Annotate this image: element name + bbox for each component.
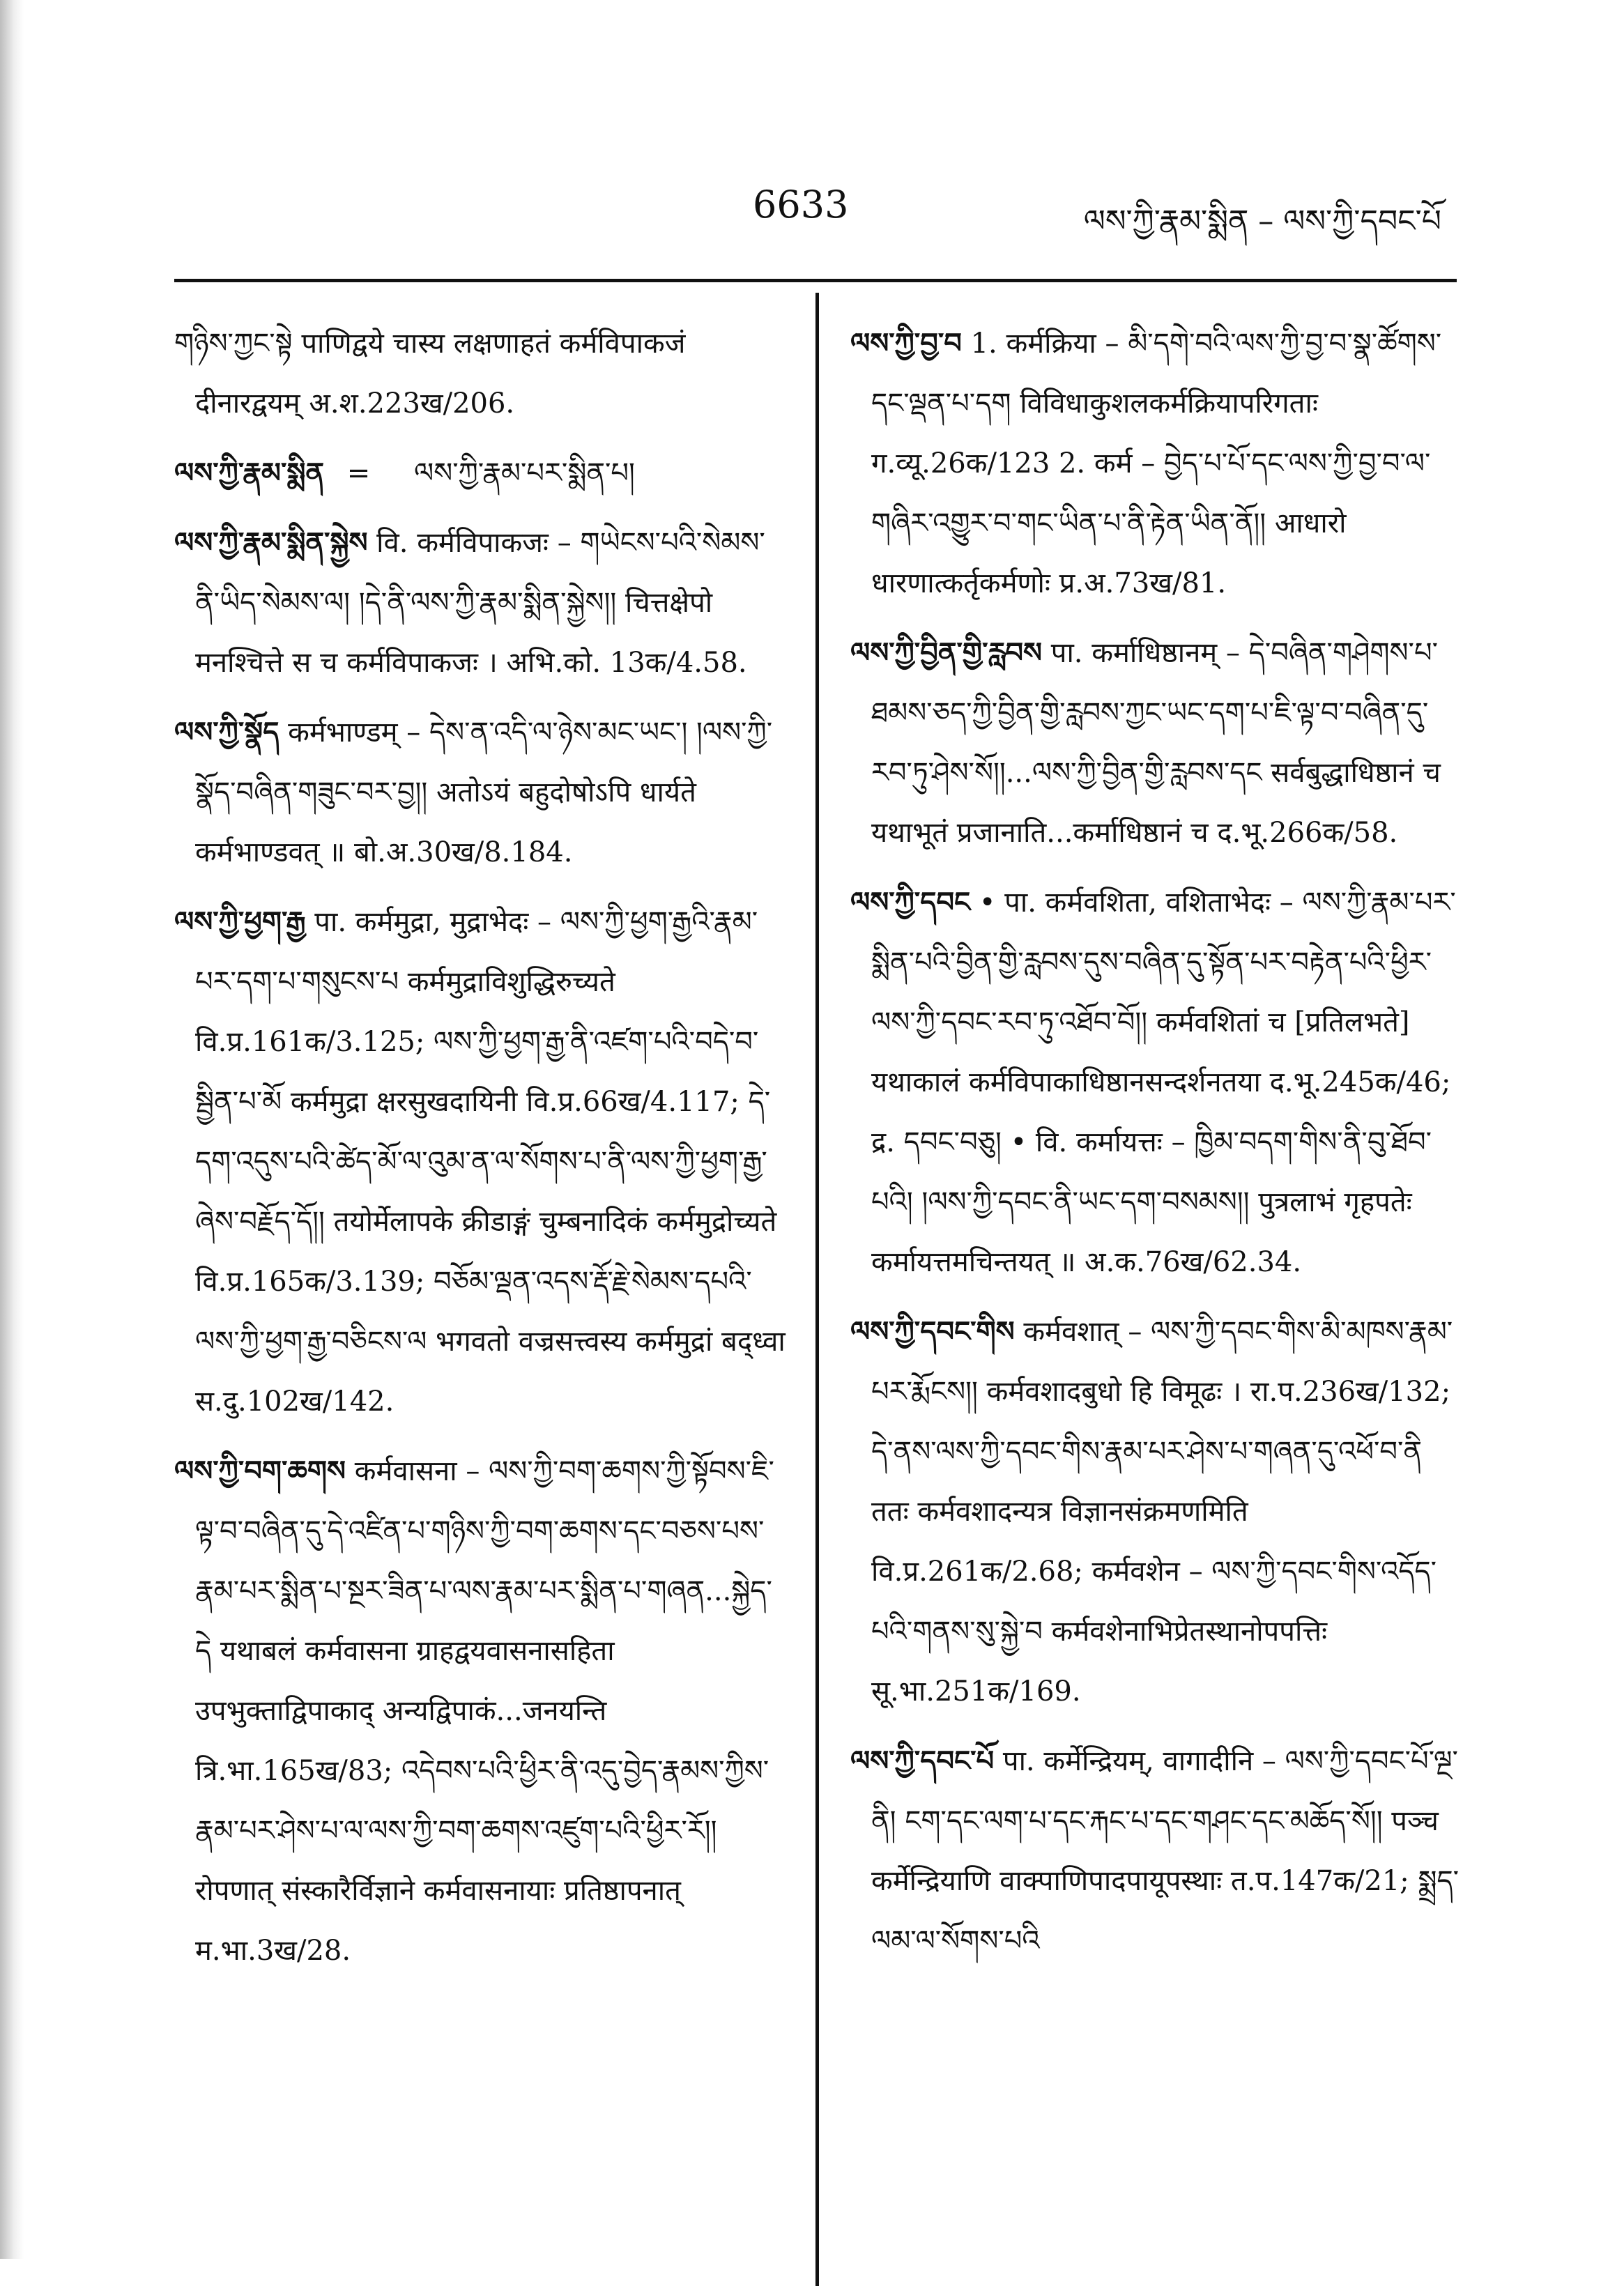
entry-headword: ལས་ཀྱི་རྣམ་སྨིན (174, 457, 325, 489)
page-header (0, 0, 1624, 272)
running-head: ལས་ཀྱི་རྣམ་སྨིན – ལས་ཀྱི་དབང་པོ (1083, 204, 1441, 239)
page-number: 6633 (753, 183, 849, 227)
entry-text: पा. कर्माधिष्ठानम् – དེ་བཞིན་གཤེགས་པ་ཐམས་ཅད་ཀྱི་བྱིན་གྱི་རླབས་ཀྱང་ཡང་དག་པ་ཇི་ལྟ་བ་བཞིན་དུ་རབ་ཏུ་ཤེས་སོ།།...ལས་ཀྱི་བྱིན་གྱི་རླབས་དང सर्वबुद्धाधिष्ठानं च यथाभूतं प्रजानाति...कर्माधिष्ठानं च द.भू.266क/58. (871, 637, 1441, 849)
dictionary-entry (850, 1731, 1464, 1971)
dictionary-entry (174, 703, 788, 882)
dictionary-entry (174, 443, 788, 503)
dictionary-entry (174, 1441, 788, 1981)
dictionary-entry (850, 314, 1464, 613)
dictionary-entry (850, 873, 1464, 1292)
entry-text: कर्मभाण्डम् – དེས་ན་འདི་ལ་ཉེས་མང་ཡང་། །ལས་ཀྱི་སྣོད་བཞིན་གཟུང་བར་བྱ།། अतोऽयं बहुदोषोऽपि धार्यते कर्मभाण्डवत् ॥ बो.अ.30ख/8.184. (195, 716, 773, 868)
entry-headword: ལས་ཀྱི་སྣོད (174, 716, 279, 749)
dictionary-entry (850, 1302, 1464, 1721)
entry-text: कर्मवासना – ལས་ཀྱི་བག་ཆགས་ཀྱི་སྟོབས་ཇི་ལྟ་བ་བཞིན་དུ་དེ་འཛིན་པ་གཉིས་ཀྱི་བག་ཆགས་དང་བཅས་པས་རྣམ་པར་སྨིན་པ་སྔར་ཟིན་པ་ལས་རྣམ་པར་སྨིན་པ་གཞན...སྐྱེད་དེ यथाबलं कर्मवासना ग्राहद्वयवासनासहिता उपभुक्ताद्विपाकाद् अन्यद्विपाकं...जनयन्ति त्रि.भा.165ख/83; འདེབས་པའི་ཕྱིར་ནི་འདུ་བྱེད་རྣམས་ཀྱིས་རྣམ་པར་ཤེས་པ་ལ་ལས་ཀྱི་བག་ཆགས་འཛུག་པའི་ཕྱིར་རོ།། रोपणात् संस्कारैर्विज्ञाने कर्मवासनायाः प्रतिष्ठापनात् म.भा.3ख/28. (195, 1455, 774, 1967)
entry-equals-sign: = (346, 457, 371, 489)
book-spine-shadow (0, 0, 24, 2259)
entry-headword: ལས་ཀྱི་བག་ཆགས (174, 1455, 346, 1487)
header-rule (174, 279, 1457, 282)
dictionary-entry (850, 623, 1464, 863)
entry-headword: ལས་ཀྱི་དབང་པོ (850, 1744, 995, 1777)
entry-text: पा. कर्मेन्द्रियम्, वागादीनि – ལས་ཀྱི་དབང་པོ་ལྔ་ནི། ངག་དང་ལག་པ་དང་རྐང་པ་དང་གཤང་དང་མཆོད་སོ།། पञ्च कर्मेन्द्रियाणि वाक्पाणिपादपायूपस्थाः त.प.147क/21; སྨྲད་ལམ་ལ་སོགས་པའི (871, 1745, 1460, 1957)
entry-text: • पा. कर्मवशिता, वशिताभेदः – ལས་ཀྱི་རྣམ་པར་སྨིན་པའི་བྱིན་གྱི་རླབས་དུས་བཞིན་དུ་སྟོན་པར་བརྟེན་པའི་ཕྱིར་ལས་ཀྱི་དབང་རབ་ཏུ་འཐོབ་བོ།། कर्मवशितां च [प्रतिलभते] यथाकालं कर्मविपाकाधिष्ठानसन्दर्शनतया द.भू.245क/46; द्र. དབང་བཅུ། • वि. कर्मायत्तः – ཁྱིམ་བདག་གིས་ནི་བུ་ཐོབ་པའི། །ལས་ཀྱི་དབང་ནི་ཡང་དག་བསམས།། पुत्रलाभं गृहपतेः कर्मायत्तमचिन्तयत् ॥ अ.क.76ख/62.34. (871, 887, 1456, 1278)
left-column (174, 314, 788, 1990)
right-column (850, 314, 1464, 1981)
entry-text: 1. कर्मक्रिया – མི་དགེ་བའི་ལས་ཀྱི་བྱ་བ་སྣ་ཚོགས་དང་ལྡན་པ་དག विविधाकुशलकर्मक्रियापरिगताः ग.व्यू.26क/123 2. कर्म – བྱེད་པ་པོ་དང་ལས་ཀྱི་བྱ་བ་ལ་གཞིར་འགྱུར་བ་གང་ཡིན་པ་ནི་རྟེན་ཡིན་ནོ།། आधारो धारणात्कर्तृकर्मणोः प्र.अ.73ख/81. (871, 328, 1442, 599)
entry-headword: ལས་ཀྱི་ཕྱག་རྒྱ (174, 905, 306, 938)
entry-headword: ལས་ཀྱི་དབང (850, 886, 971, 919)
column-divider (815, 293, 819, 2286)
entry-text: वि. कर्मविपाकजः – གཡེངས་པའི་སེམས་ནི་ཡིད་སེམས་ལ། །དེ་ནི་ལས་ཀྱི་རྣམ་སྨིན་སྐྱེས།། चित्तक्षेपो मनश्चित्ते स च कर्मविपाकजः । अभि.को. 13क/4.58. (195, 527, 765, 679)
entry-text: पा. कर्ममुद्रा, मुद्राभेदः – ལས་ཀྱི་ཕྱག་རྒྱའི་རྣམ་པར་དག་པ་གསུངས་པ कर्ममुद्राविशुद्धिरुच्यते वि.प्र.161क/3.125; ལས་ཀྱི་ཕྱག་རྒྱ་ནི་འཛག་པའི་བདེ་བ་སྦྱིན་པ་མོ कर्ममुद्रा क्षरसुखदायिनी वि.प्र.66ख/4.117; དེ་དག་འདུས་པའི་ཚེད་མོ་ལ་འུམ་ན་ལ་སོགས་པ་ནི་ལས་ཀྱི་ཕྱག་རྒྱ་ཞེས་བརྗོད་དོ།། तयोर्मेलापके क्रीडाङ्गं चुम्बनादिकं कर्ममुद्रोच्यते वि.प्र.165क/3.139; བཅོམ་ལྡན་འདས་རྡོ་རྗེ་སེམས་དཔའི་ལས་ཀྱི་ཕྱག་རྒྱ་བཅིངས་ལ भगवतो वज्रसत्त्वस्य कर्ममुद्रां बद्ध्वा स.दु.102ख/142. (195, 906, 786, 1418)
dictionary-entry (174, 892, 788, 1432)
entry-headword: ལས་ཀྱི་བྱ་བ (850, 327, 962, 360)
entry-text: གཉིས་ཀྱང་སྟེ पाणिद्वये चास्य लक्षणाहतं कर्मविपाकजं दीनारद्वयम् अ.श.223ख/206. (174, 328, 686, 420)
dictionary-entry (174, 314, 788, 434)
entry-text: ལས་ཀྱི་རྣམ་པར་སྨིན་པ། (414, 457, 635, 489)
entry-headword: ལས་ཀྱི་བྱིན་གྱི་རླབས (850, 636, 1042, 669)
entry-headword: ལས་ཀྱི་དབང་གིས (850, 1315, 1015, 1348)
entry-headword: ལས་ཀྱི་རྣམ་སྨིན་སྐྱེས (174, 526, 368, 559)
dictionary-entry (174, 513, 788, 693)
entry-text: कर्मवशात् – ལས་ཀྱི་དབང་གིས་མི་མཁས་རྣམ་པར་རྨོངས།། कर्मवशादबुधो हि विमूढः । रा.प.236ख/132; དེ་ནས་ལས་ཀྱི་དབང་གིས་རྣམ་པར་ཤེས་པ་གཞན་དུ་འཕོ་བ་ནི ततः कर्मवशादन्यत्र विज्ञानसंक्रमणमिति वि.प्र.261क/2.68; कर्मवशेन – ལས་ཀྱི་དབང་གིས་འདོད་པའི་གནས་སུ་སྐྱེ་བ कर्मवशेनाभिप्रेतस्थानोपपत्तिः सू.भा.251क/169. (871, 1316, 1453, 1708)
